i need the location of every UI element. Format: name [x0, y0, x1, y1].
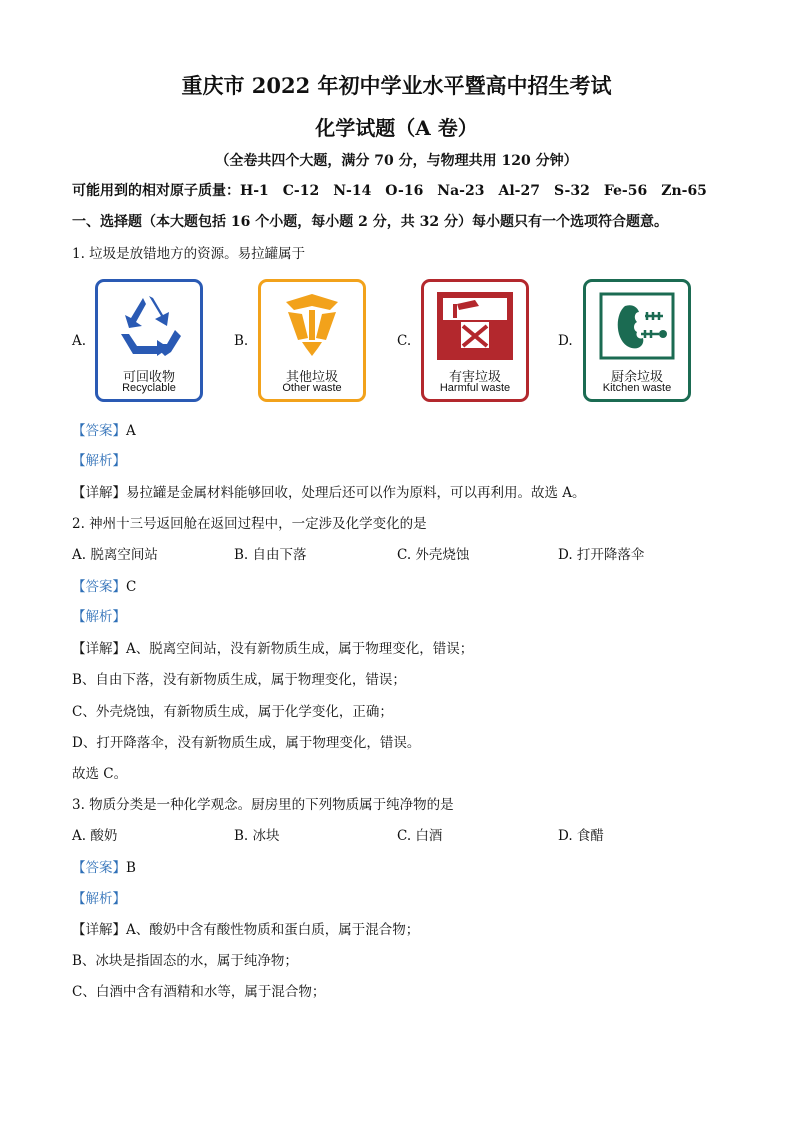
q2-detail-line: C、外壳烧蚀，有新物质生成，属于化学变化，正确；: [72, 704, 393, 720]
q3-option-a: A. 酸奶: [72, 828, 118, 844]
q2-detail-line: 【详解】A、脱离空间站，没有新物质生成，属于物理变化，错误；: [72, 641, 474, 657]
q3-option-d: D. 食醋: [558, 828, 604, 844]
exam-note: （全卷共四个大题，满分 70 分，与物理共用 120 分钟）: [215, 153, 578, 169]
q1-answer-tag: 【答案】: [72, 423, 126, 439]
harmful-waste-icon: [435, 290, 515, 362]
q1-answer: [72, 422, 136, 440]
q1-analysis-tag: 【解析】: [72, 453, 126, 469]
q1-stem: 1. 垃圾是放错地方的资源。易拉罐属于: [72, 246, 306, 262]
q2-stem: 2. 神州十三号返回舱在返回过程中，一定涉及化学变化的是: [72, 516, 427, 532]
q1-option-a-letter: A.: [72, 333, 87, 349]
q3-analysis-tag: 【解析】: [72, 891, 126, 907]
q1-option-d-cn: 厨余垃圾: [610, 370, 663, 385]
q2-detail-line: B、自由下落，没有新物质生成，属于物理变化，错误；: [72, 672, 406, 688]
q1-option-a-cn: 可回收物: [122, 370, 175, 385]
q2-answer: [72, 578, 136, 596]
q1-answer-value: A: [126, 423, 136, 439]
q1-option-d-image: [583, 279, 691, 402]
q3-option-c: C. 白酒: [397, 828, 443, 844]
q2-option-b: B. 自由下落: [234, 547, 307, 563]
q2-option-a: A. 脱离空间站: [72, 547, 158, 563]
q1-option-c-image: [421, 279, 529, 402]
exam-title: 重庆市 2022 年初中学业水平暨高中招生考试: [181, 73, 612, 98]
q1-option-b-letter: B.: [234, 333, 249, 349]
other-waste-icon: [272, 288, 352, 360]
q1-detail: 【详解】易拉罐是金属材料能够回收，处理后还可以作为原料，可以再利用。故选 A。: [72, 485, 586, 501]
q2-detail-line: 故选 C。: [72, 766, 128, 782]
q3-detail-line: B、冰块是指固态的水，属于纯净物；: [72, 953, 298, 969]
q1-option-b-cn: 其他垃圾: [285, 370, 338, 385]
q1-option-b-en: Other waste: [282, 382, 342, 394]
section-heading: 一、选择题（本大题包括 16 个小题，每小题 2 分，共 32 分）每小题只有一个选项符合题意。: [72, 214, 668, 230]
q1-option-b-image: [258, 279, 366, 402]
q3-detail-line: 【详解】A、酸奶中含有酸性物质和蛋白质，属于混合物；: [72, 922, 420, 938]
q1-option-d-letter: D.: [558, 333, 573, 349]
q3-answer: [72, 859, 136, 877]
recycle-icon: [109, 290, 189, 360]
q1-option-c-cn: 有害垃圾: [448, 370, 501, 385]
q1-option-a-en: Recyclable: [122, 382, 176, 394]
kitchen-waste-icon: [597, 290, 677, 362]
q1-option-d-en: Kitchen waste: [602, 382, 672, 394]
q2-analysis-tag: 【解析】: [72, 609, 126, 625]
q2-option-d: D. 打开降落伞: [558, 547, 645, 563]
q3-detail-line: C、白酒中含有酒精和水等，属于混合物；: [72, 984, 326, 1000]
q2-option-c: C. 外壳烧蚀: [397, 547, 470, 563]
q3-answer-tag: 【答案】: [72, 860, 126, 876]
q3-answer-value: B: [126, 860, 136, 876]
q1-option-c-letter: C.: [397, 333, 412, 349]
q2-answer-tag: 【答案】: [72, 579, 126, 595]
q3-option-b: B. 冰块: [234, 828, 280, 844]
q2-detail-line: D、打开降落伞，没有新物质生成，属于物理变化，错误。: [72, 735, 421, 751]
q1-option-a-image: [95, 279, 203, 402]
atomic-masses: 可能用到的相对原子质量：H-1 C-12 N-14 O-16 Na-23 Al-27 S-32 Fe-56 Zn-65: [72, 183, 707, 199]
q3-stem: 3. 物质分类是一种化学观念。厨房里的下列物质属于纯净物的是: [72, 797, 454, 813]
q2-answer-value: C: [126, 579, 137, 595]
exam-subtitle: 化学试题（A 卷）: [315, 116, 478, 140]
q1-option-c-en: Harmful waste: [439, 382, 511, 394]
